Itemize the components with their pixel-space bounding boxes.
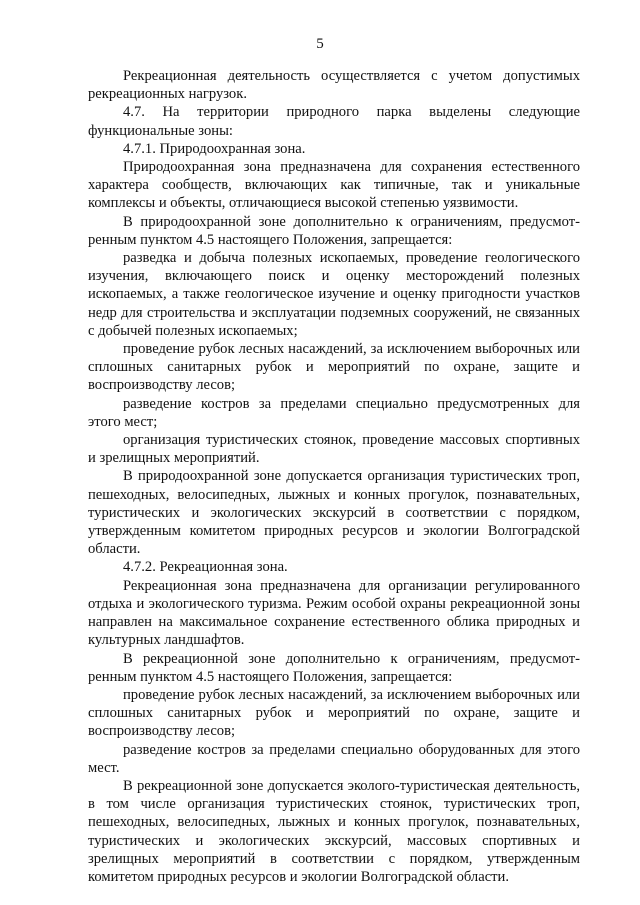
list-item-recreation-campfires: разведение костров за пределами специально оборудованных для этого мест. [88,741,580,776]
list-item-recreation-logging: проведение рубок лесных насаждений, за исключением выборочных или сплошных санитарных рубок и мероприятий по охране, защите и воспроизводству лесов; [88,686,580,740]
paragraph-protection-zone-allowed: В природоохранной зоне допускается организация туристических троп, пешеходных, велосипедных, лыжных и конных прогулок, познавательных, туристических и экологических экскурсий в соответствии с порядком, утвержденным комитетом природных ресурсов и экологии Волгоградской области. [88,468,580,558]
heading-recreation-zone: 4.7.2. Рекреационная зона. [123,559,288,576]
paragraph-recreation-zone-allowed: В рекреационной зоне допускается эколого-туристическая деятельность, в том числе организация туристических стоянок, туристических троп, пешеходных, велосипедных, лыжных и конных прогулок, познавательных, туристических и экологических экскурсий, массовых спортивных и зрелищных мероприятий в соответствии с порядком, утвержденным комитетом природных ресурсов и экологии Волгоградской области. [88,777,580,885]
paragraph-recreation-zone-prohibited: В рекреационной зоне дополнительно к ограничениям, предусмотренным пунктом 4.5 настоящего Положения, запрещается: [88,650,580,685]
list-item-mining: разведка и добыча полезных ископаемых, проведение геологического изучения, включающего поиск и оценку месторождений полезных ископаемых, а также геологическое изучение и оценку пригодности участков недр для строительства и эксплуатации подземных сооружений, не связанных с добычей полезных ископаемых; [88,250,580,339]
paragraph-recreation-zone-purpose: Рекреационная зона предназначена для организации регулированного отдыха и экологического туризма. Режим особой охраны рекреационной зоны направлен на максимальное сохранение естественного облика природных и культурных ландшафтов. [88,577,580,649]
list-item-logging: проведение рубок лесных насаждений, за исключением выборочных или сплошных санитарных рубок и мероприятий по охране, защите и воспроизводству лесов; [88,341,580,394]
paragraph-protection-zone-purpose: Природоохранная зона предназначена для сохранения естественного характера сообществ, включающих как типичные, так и уникальные комплексы и объекты, отличающиеся высокой степенью уязвимости. [88,159,580,212]
paragraph-recreational-activity: Рекреационная деятельность осуществляется с учетом допустимых рекреационных нагрузок. [88,68,580,103]
paragraph-protection-zone-prohibited: В природоохранной зоне дополнительно к ограничениям, предусмотренным пунктом 4.5 настоящего Положения, запрещается: [88,213,580,248]
heading-protection-zone: 4.7.1. Природоохранная зона. [123,140,306,157]
page-number: 5 [316,36,324,52]
list-item-camps-events: организация туристических стоянок, проведение массовых спортивных и зрелищных мероприятий. [88,432,580,467]
paragraph-functional-zones: 4.7. На территории природного парка выделены следующие функциональные зоны: [88,104,580,139]
document-body [88,67,580,886]
list-item-campfires: разведение костров за пределами специально предусмотренных для этого мест; [88,395,580,430]
